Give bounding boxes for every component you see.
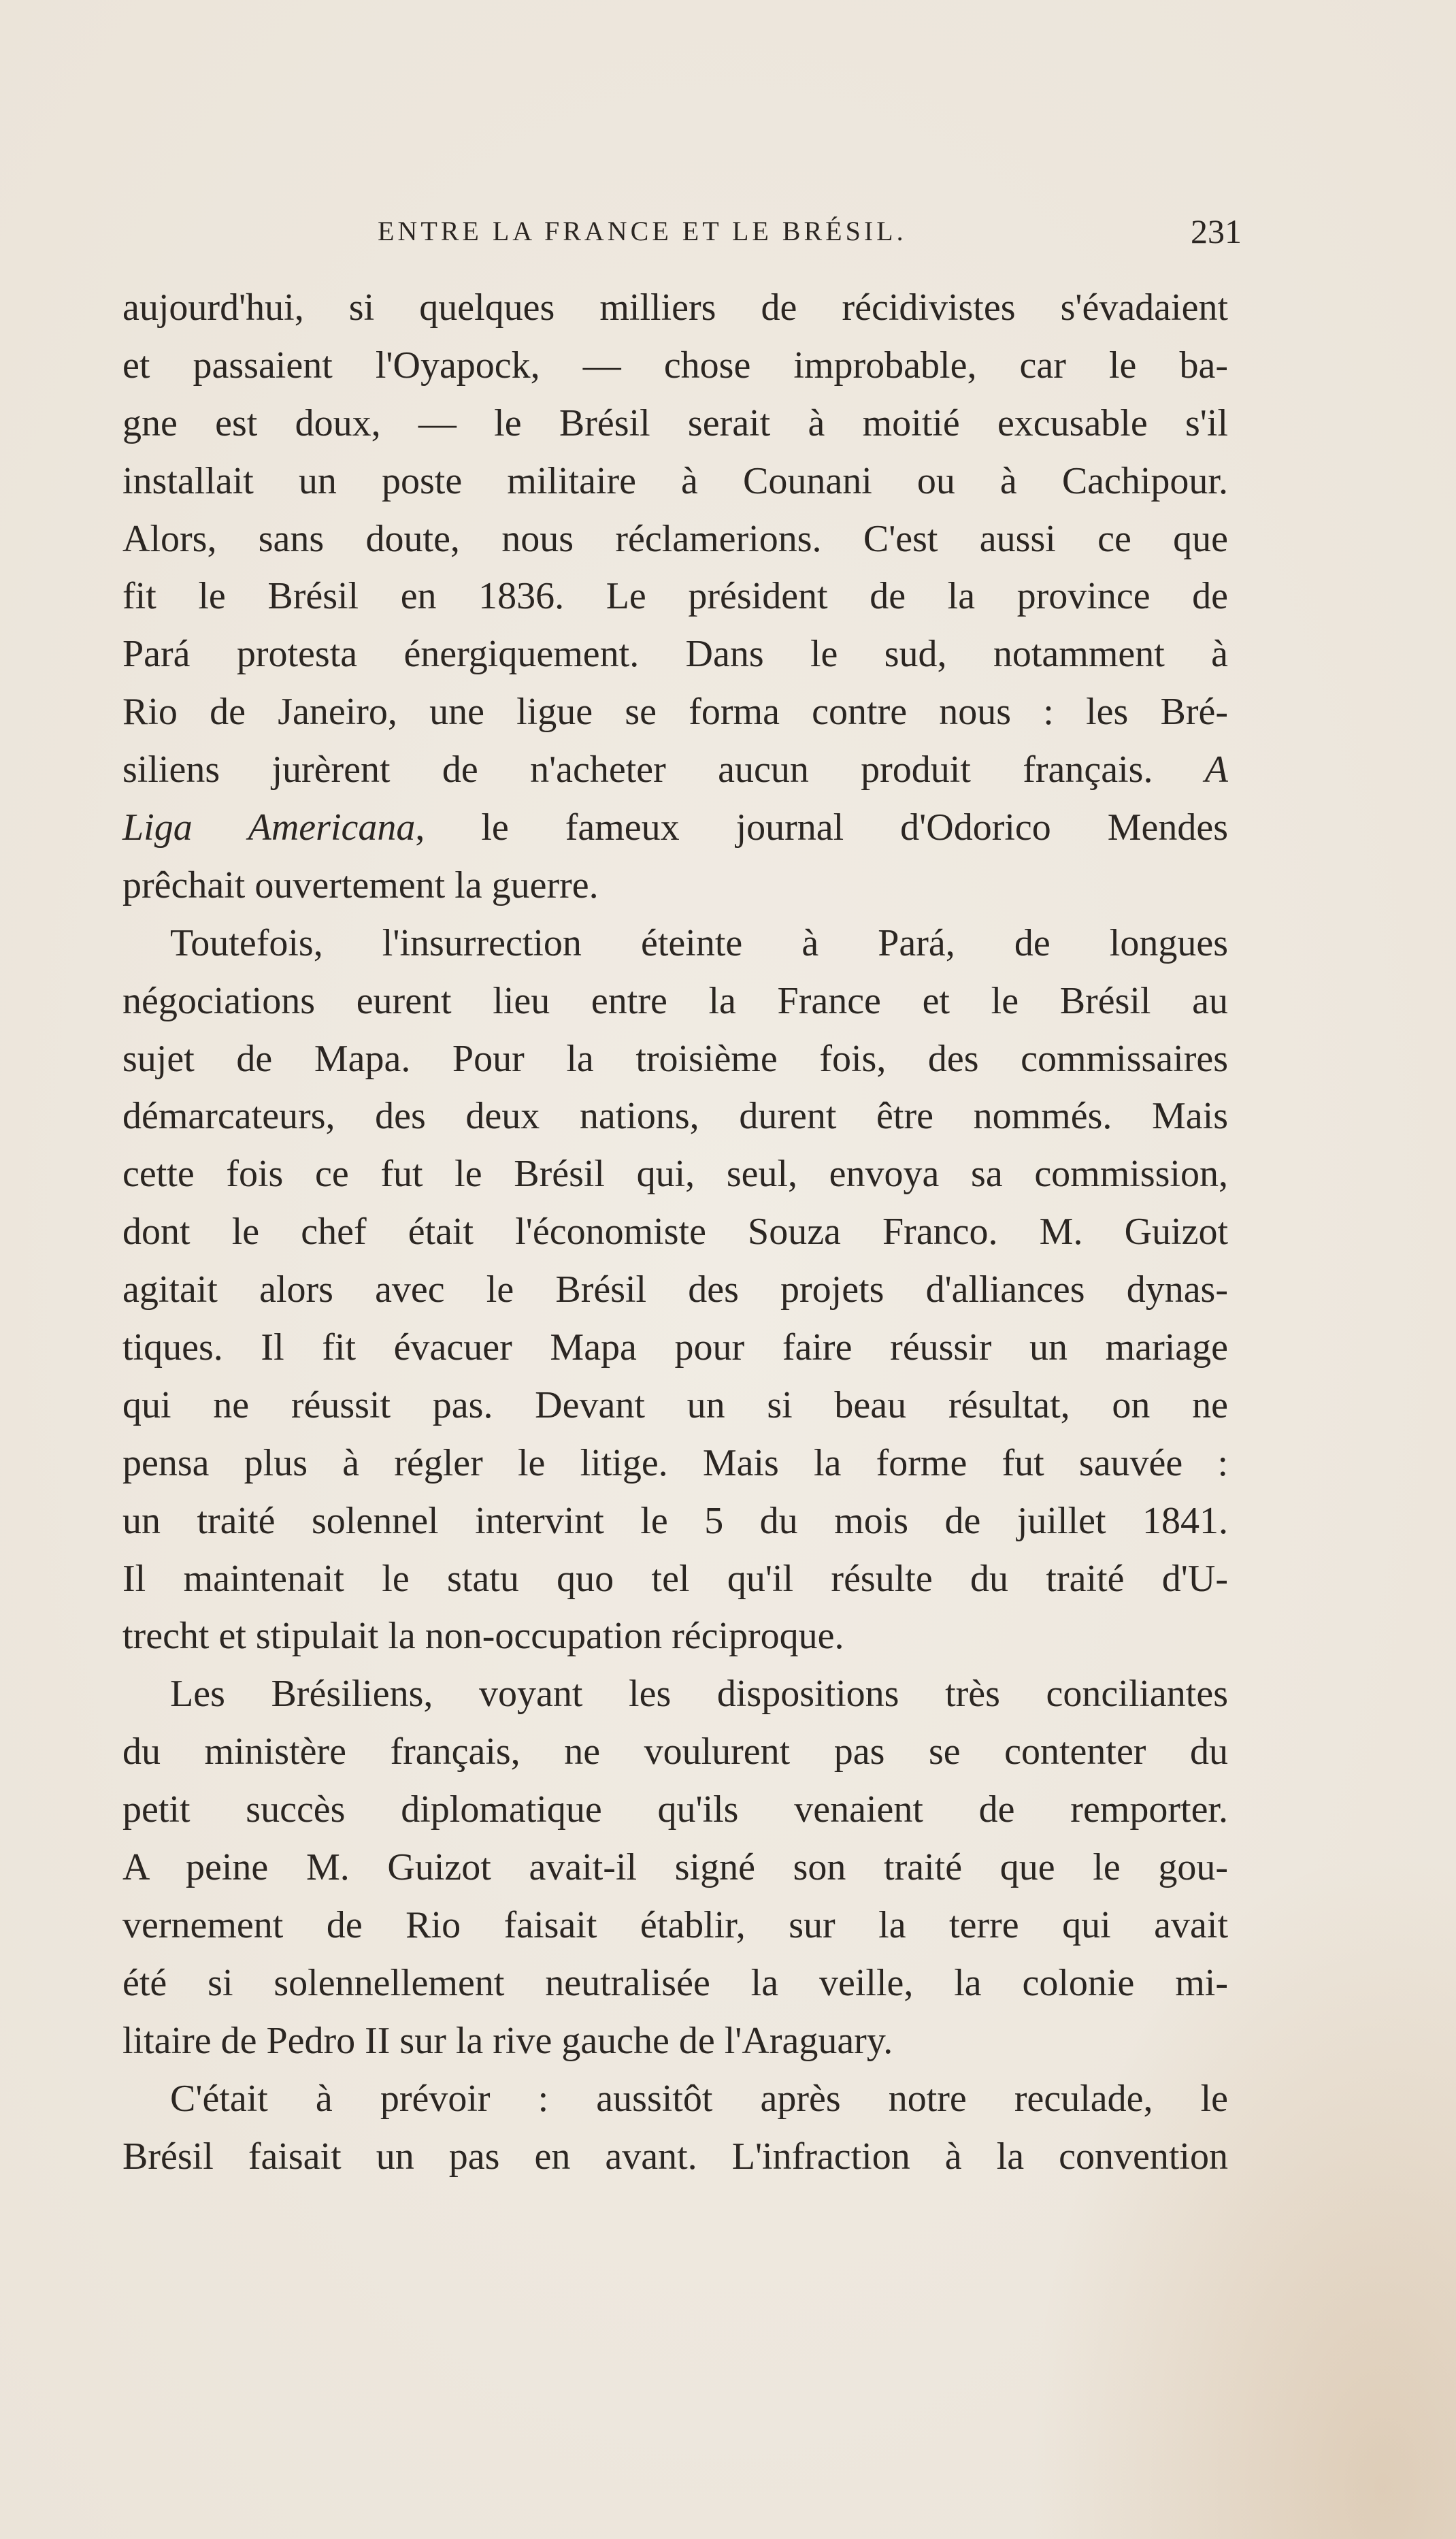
line-text: sujet de Mapa. Pour la troisième fois, des commissaires (122, 1037, 1228, 1080)
text-line (122, 1377, 1228, 1435)
line-text: du ministère français, ne voulurent pas se contenter du (122, 1731, 1228, 1773)
line-text: et passaient l'Oyapock, — chose improbable, car le ba- (122, 344, 1228, 387)
line-text: petit succès diplomatique qu'ils venaient de remporter. (122, 1788, 1228, 1831)
line-text: qui ne réussit pas. Devant un si beau résultat, on ne (122, 1383, 1228, 1426)
text-line (122, 337, 1228, 395)
text-line (122, 1030, 1228, 1088)
text-line (122, 1319, 1228, 1377)
text-line (122, 915, 1228, 972)
line-text: été si solennellement neutralisée la veille, la colonie mi- (122, 1961, 1228, 2004)
line-text: agitait alors avec le Brésil des projets d'alliances dynas- (122, 1268, 1228, 1311)
text-line (122, 2128, 1228, 2186)
text-line (122, 1723, 1228, 1781)
text-line (122, 510, 1228, 568)
line-text: pensa plus à régler le litige. Mais la forme fut sauvée : (122, 1441, 1228, 1484)
line-text: Rio de Janeiro, une ligue se forma contre nous : les Bré- (122, 691, 1228, 734)
line-text: siliens jurèrent de n'acheter aucun produit français. (122, 749, 1153, 791)
line-text: négociations eurent lieu entre la France et le Brésil au (122, 979, 1228, 1022)
text-line (122, 1839, 1228, 1897)
line-text: trecht et stipulait la non-occupation réciproque. (122, 1615, 844, 1658)
line-text: tiques. Il fit évacuer Mapa pour faire réussir un mariage (122, 1326, 1228, 1369)
line-text: dont le chef était l'économiste Souza Franco. M. Guizot (122, 1211, 1228, 1254)
line-text: Alors, sans doute, nous réclamerions. C'est aussi ce que (122, 517, 1228, 560)
text-line (122, 279, 1228, 337)
text-line (122, 395, 1228, 453)
line-text: C'était à prévoir : aussitôt après notre reculade, le (170, 2077, 1228, 2120)
text-line (122, 1954, 1228, 2012)
text-line (122, 1492, 1228, 1550)
page-number: 231 (1191, 212, 1242, 250)
line-text: A peine M. Guizot avait-il signé son traité que le gou- (122, 1846, 1228, 1889)
text-line (122, 1145, 1228, 1203)
line-text: prêchait ouvertement la guerre. (122, 864, 599, 906)
text-line (122, 568, 1228, 625)
body-text (122, 279, 1228, 2185)
line-text: Toutefois, l'insurrection éteinte à Pará, de longues (170, 921, 1228, 964)
line-text: litaire de Pedro II sur la rive gauche de l'Araguary. (122, 2019, 893, 2062)
line-text: gne est doux, — le Brésil serait à moitié excusable s'il (122, 402, 1228, 444)
line-text: fit le Brésil en 1836. Le président de la province de (122, 575, 1228, 618)
text-line (122, 625, 1228, 683)
text-line (122, 1087, 1228, 1145)
text-line (122, 1550, 1228, 1608)
italic-text: A (1204, 749, 1228, 791)
line-text: installait un poste militaire à Counani ou à Cachipour. (122, 459, 1228, 502)
text-line (122, 857, 1228, 915)
text-line (122, 453, 1228, 510)
text-line (122, 683, 1228, 741)
italic-text: Liga Americana (122, 806, 416, 849)
line-text: , le fameux journal d'Odorico Mendes (415, 806, 1229, 849)
text-line (122, 799, 1228, 857)
line-text: cette fois ce fut le Brésil qui, seul, envoya sa commission, (122, 1153, 1228, 1196)
line-text: Il maintenait le statu quo tel qu'il résulte du traité d'U- (122, 1557, 1228, 1600)
text-line (122, 2070, 1228, 2128)
text-line (122, 1607, 1228, 1665)
line-text: vernement de Rio faisait établir, sur la terre qui avait (122, 1903, 1228, 1946)
line-text: Brésil faisait un pas en avant. L'infraction à la convention (122, 2135, 1228, 2178)
text-line (122, 1897, 1228, 1954)
text-line (122, 1781, 1228, 1839)
text-line (122, 1665, 1228, 1723)
text-line (122, 1203, 1228, 1261)
text-line (122, 741, 1228, 799)
text-line (122, 972, 1228, 1030)
line-text: démarcateurs, des deux nations, durent être nommés. Mais (122, 1095, 1228, 1138)
text-line (122, 2012, 1228, 2070)
line-text: aujourd'hui, si quelques milliers de récidivistes s'évadaient (122, 286, 1228, 329)
line-text: Les Brésiliens, voyant les dispositions très conciliantes (170, 1673, 1228, 1716)
text-line (122, 1261, 1228, 1319)
line-text: un traité solennel intervint le 5 du mois de juillet 1841. (122, 1499, 1228, 1542)
line-text: Pará protesta énergiquement. Dans le sud, notamment à (122, 633, 1228, 676)
running-title: ENTRE LA FRANCE ET LE BRÉSIL. (378, 216, 907, 246)
text-line (122, 1435, 1228, 1492)
page-header (122, 204, 1242, 259)
